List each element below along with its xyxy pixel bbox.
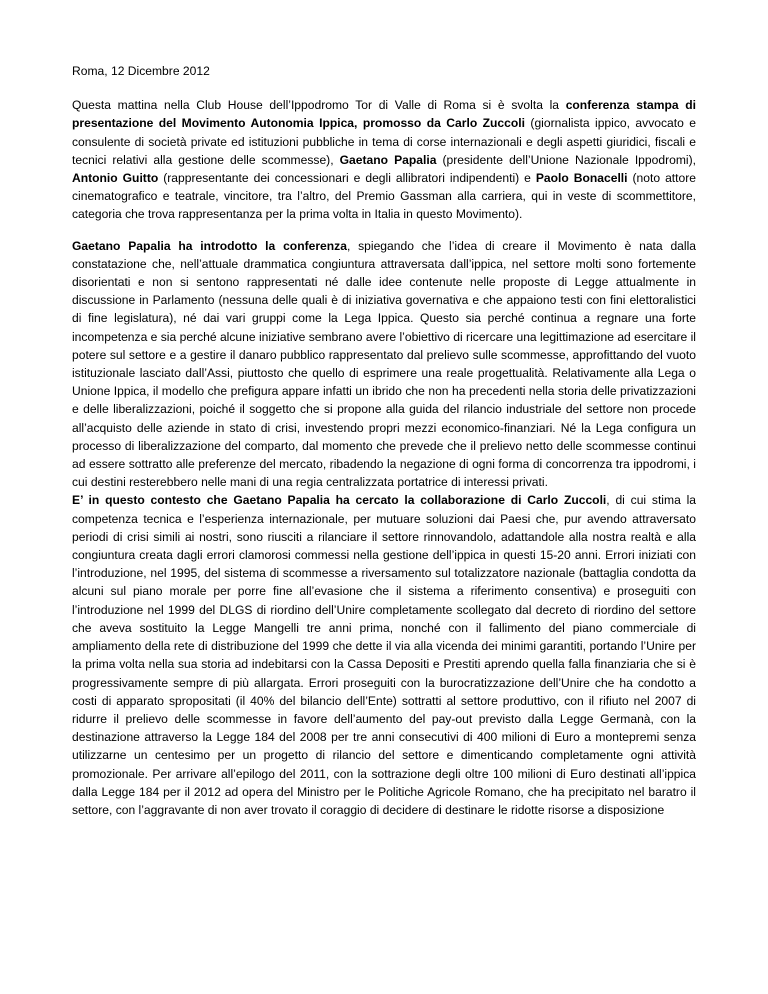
paragraph-context <box>72 491 696 819</box>
date-line: Roma, 12 Dicembre 2012 <box>72 64 210 78</box>
paragraph-intro <box>72 96 696 223</box>
paragraph-papalia <box>72 237 696 492</box>
text-run: (presidente dell’Unione Nazionale Ippodromi), <box>436 152 696 167</box>
bold-run: Antonio Guitto <box>72 171 159 186</box>
bold-run: Paolo Bonacelli <box>535 171 628 186</box>
text-run: (rappresentante dei concessionari e degli allibratori indipendenti) e <box>158 171 536 186</box>
text-run: Questa mattina nella Club House dell’Ippodromo Tor di Valle di Roma si è svolta la <box>72 98 566 113</box>
bold-run: E’ in questo contesto che Gaetano Papalia ha cercato la collaborazione di Carlo Zuccoli <box>72 493 607 508</box>
text-run: (noto attore cinematografico e teatrale, vincitore, tra l’altro, del Premio Gassman alla carriera, qui in veste di scommettitore, categoria che trova rappresentanza per la prima volta in Italia in questo Movimento). <box>72 171 696 222</box>
text-run: (giornalista ippico, avvocato e consulente di società private ed istituzioni pubbliche in tema di corse internazionali e degli aspetti giuridici, fiscali e tecnici relativi alla gestione delle scommesse), <box>72 116 696 167</box>
bold-run: Gaetano Papalia <box>339 152 437 167</box>
bold-run: Gaetano Papalia ha introdotto la conferenza <box>72 238 347 253</box>
bold-run: conferenza stampa di presentazione del Movimento Autonomia Ippica, promosso da Carlo Zuccoli <box>72 98 696 131</box>
document-page <box>72 62 696 819</box>
text-run: , spiegando che l’idea di creare il Movimento è nata dalla constatazione che, nell’attuale drammatica congiuntura attraversata dall’ippica, nel settore molti sono fortemente disorientati e non si sentono rappresentati né dalle idee contenute nelle proposte di Legge attualmente in discussione in Parlamento (nessuna delle quali è di iniziativa governativa e che appaiono testi con fini elettoralistici di fine legislatura), né dai vari gruppi come la Lega Ippica. Questo sia perché continua a regnare una forte incompetenza e sia perché alcune iniziative sembrano avere l’obiettivo di ricercare una legittimazione ad esercitare il potere sul settore e a gestire il danaro pubblico rappresentato dal prelievo sulle scommesse, approfittando del vuoto istituzionale lasciato dall’Assi, piuttosto che quello di esprimere una reale progettualità. Relativamente alla Lega o Unione Ippica, il modello che prefigura appare infatti un ibrido che non ha precedenti nella storia delle privatizzazioni e delle liberalizzazioni, poiché il soggetto che si propone alla guida del rilancio industriale del settore non procede all’acquisto delle aziende in stato di crisi, investendo propri mezzi economico-finanziari. Né la Lega configura un processo di liberalizzazione del comparto, dal momento che prevede che il prelievo netto delle scommesse continui ad essere sottratto alle preferenze del mercato, ribadendo la negazione di ogni forma di concorrenza tra ippodromi, i cui destini resterebbero nelle mani di una regia centralizzata portatrice di interessi privati. <box>72 238 696 490</box>
text-run: , di cui stima la competenza tecnica e l’esperienza internazionale, per mutuare soluzioni dai Paesi che, pur avendo attraversato periodi di crisi simili ai nostri, sono riusciti a rilanciare il settore rinnovandolo, adattandole alla nostra realtà e alla congiuntura creata dagli errori clamorosi commessi nella gestione dell’ippica in questi 15-20 anni. Errori iniziati con l’introduzione, nel 1995, del sistema di scommesse a riversamento sul totalizzatore nazionale (battaglia condotta da alcuni sul piano morale per porre fine all’evasione che il sistema a riferimento consentiva) e proseguiti con l’introduzione nel 1999 del DLGS di riordino dell’Unire completamente scollegato dal decreto di riordino del settore che aveva sostituito la Legge Mangelli tre anni prima, nonché con il fallimento del piano commerciale di ampliamento della rete di distribuzione del 1999 che dette il via alla vicenda dei minimi garantiti, portando l’Unire per la prima volta nella sua storia ad indebitarsi con la Cassa Depositi e Prestiti aprendo quella falla finanziaria che si è progressivamente sempre di più allargata. Errori proseguiti con la burocratizzazione dell’Unire che ha condotto a costi di apparato spropositati (il 40% del bilancio dell’Ente) sottratti al settore produttivo, con il rifiuto nel 2007 di ridurre il prelievo delle scommesse in favore dell’aumento del pay-out previsto dalla Legge Germanà, con la destinazione attraverso la Legge 184 del 2008 per tre anni consecutivi di 400 milioni di Euro a montepremi senza utilizzarne un centesimo per un progetto di rilancio del settore e dimenticando completamente ogni attività promozionale. Per arrivare all’epilogo del 2011, con la sottrazione degli oltre 100 milioni di Euro destinati all’ippica dalla Legge 184 per il 2012 ad opera del Ministro per le Politiche Agricole Romano, che ha precipitato nel baratro il settore, con l’aggravante di non aver trovato il coraggio di decidere di destinare le ridotte risorse a disposizione <box>72 493 696 817</box>
